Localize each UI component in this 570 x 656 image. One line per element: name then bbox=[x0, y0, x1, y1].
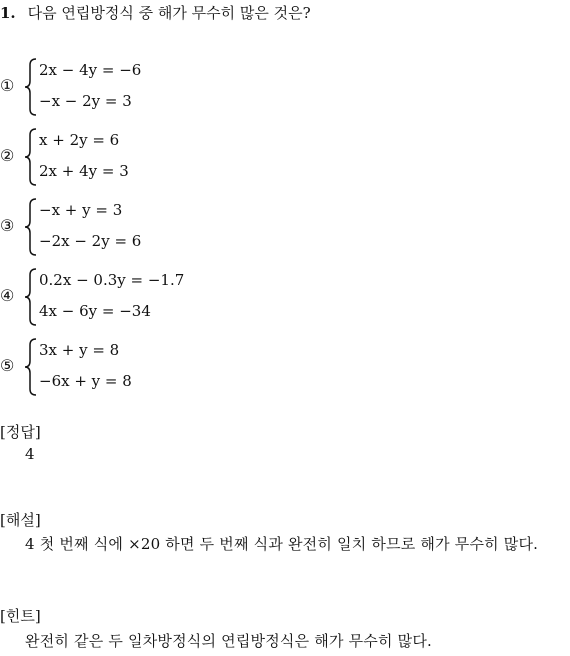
choice-1 bbox=[0, 58, 300, 118]
choice-number: ① bbox=[0, 76, 15, 95]
choice-4 bbox=[0, 268, 300, 328]
hint-text: 완전히 같은 두 일차방정식의 연립방정식은 해가 무수히 많다. bbox=[25, 632, 432, 650]
choice-number: ④ bbox=[0, 286, 15, 305]
choice-number: ② bbox=[0, 146, 15, 165]
explanation-text: 4 첫 번째 식에 ×20 하면 두 번째 식과 완전히 일치 하므로 해가 무수히 많다. bbox=[25, 535, 539, 553]
left-brace-icon bbox=[24, 58, 38, 116]
question-number: 1. bbox=[0, 4, 16, 22]
equation-1: 0.2x − 0.3y = −1.7 bbox=[39, 271, 185, 289]
hint-label: [힌트] bbox=[0, 607, 41, 625]
question-text: 다음 연립방정식 중 해가 무수히 많은 것은? bbox=[27, 4, 311, 22]
answer-label: [정답] bbox=[0, 423, 41, 441]
choice-number: ③ bbox=[0, 216, 15, 235]
equation-1: 2x − 4y = −6 bbox=[39, 61, 142, 79]
question-header bbox=[0, 2, 311, 23]
equation-2: −2x − 2y = 6 bbox=[39, 232, 142, 250]
choice-5 bbox=[0, 338, 300, 398]
left-brace-icon bbox=[24, 338, 38, 396]
choice-number: ⑤ bbox=[0, 356, 15, 375]
left-brace-icon bbox=[24, 128, 38, 186]
left-brace-icon bbox=[24, 198, 38, 256]
answer-value: 4 bbox=[25, 445, 35, 463]
equation-1: 3x + y = 8 bbox=[39, 341, 120, 359]
left-brace-icon bbox=[24, 268, 38, 326]
equation-2: −6x + y = 8 bbox=[39, 372, 132, 390]
equation-1: −x + y = 3 bbox=[39, 201, 123, 219]
equation-2: 2x + 4y = 3 bbox=[39, 162, 129, 180]
equation-2: −x − 2y = 3 bbox=[39, 92, 132, 110]
equation-1: x + 2y = 6 bbox=[39, 131, 120, 149]
equation-2: 4x − 6y = −34 bbox=[39, 302, 151, 320]
choice-3 bbox=[0, 198, 300, 258]
explanation-label: [해설] bbox=[0, 511, 41, 529]
choice-2 bbox=[0, 128, 300, 188]
